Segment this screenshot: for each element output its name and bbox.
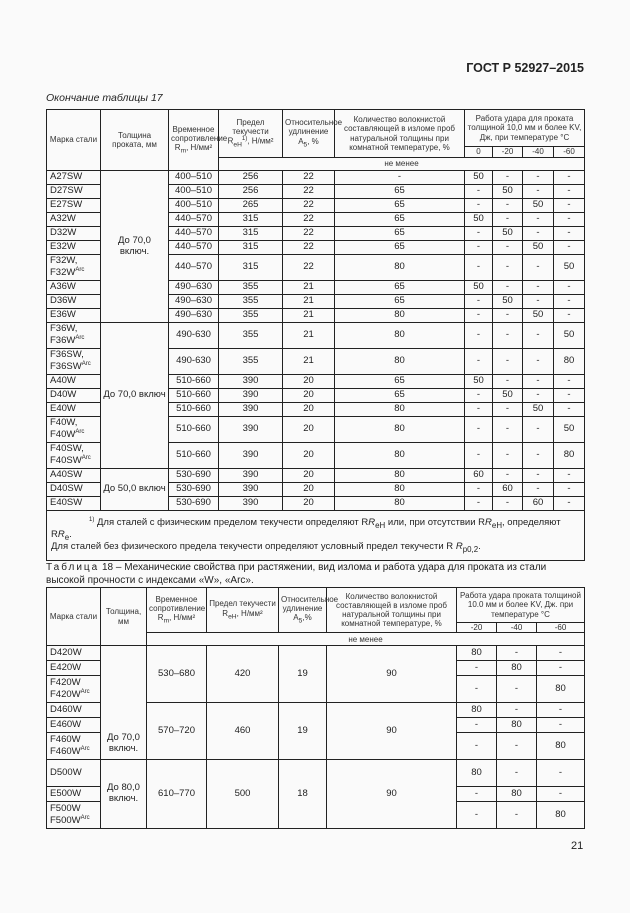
- elongation-cell: 22: [283, 185, 335, 199]
- impact-cell: 50: [523, 241, 554, 255]
- impact-cell: -: [554, 309, 585, 323]
- impact-cell: -: [537, 760, 585, 787]
- impact-cell: 80: [497, 718, 537, 733]
- impact-cell: -: [554, 389, 585, 403]
- header-temp: -60: [537, 623, 585, 633]
- grade-cell: E420W: [47, 661, 101, 676]
- fibrous-cell: 80: [335, 403, 465, 417]
- elongation-cell: 22: [283, 241, 335, 255]
- tensile-cell: 440–570: [169, 213, 219, 227]
- table-row: [47, 760, 585, 787]
- impact-cell: -: [465, 403, 493, 417]
- tensile-cell: 490–630: [169, 281, 219, 295]
- tensile-cell: 440–570: [169, 241, 219, 255]
- impact-cell: -: [493, 199, 523, 213]
- fibrous-cell: 90: [327, 760, 457, 829]
- impact-cell: -: [493, 349, 523, 375]
- impact-cell: -: [465, 227, 493, 241]
- fibrous-cell: 80: [335, 483, 465, 497]
- impact-cell: -: [493, 443, 523, 469]
- grade-cell: F40W, $F40W^{Arc}$: [47, 417, 101, 443]
- impact-cell: -: [465, 389, 493, 403]
- grade-cell: E32W: [47, 241, 101, 255]
- header-temp: 0: [465, 147, 493, 158]
- impact-cell: 50: [493, 389, 523, 403]
- impact-cell: -: [457, 787, 497, 802]
- header-temp: -40: [497, 623, 537, 633]
- table-footnote: $^{1)}$ Для сталей с физическим пределом текучести определяют $RR_{eH}$ или, при отсутствии $RR_{eH}$, определяют $RR_e$. Для сталей без физического предела текучести определяют условный предел текучести R $R_{p0,2}$.: [47, 511, 585, 561]
- impact-cell: -: [497, 760, 537, 787]
- impact-cell: -: [497, 646, 537, 661]
- yield-cell: 420: [207, 646, 279, 703]
- impact-cell: 80: [554, 443, 585, 469]
- yield-cell: 390: [219, 417, 283, 443]
- grade-cell: F460W $F460W^{Arc}$: [47, 733, 101, 760]
- fibrous-cell: 65: [335, 227, 465, 241]
- impact-cell: -: [497, 703, 537, 718]
- fibrous-cell: 90: [327, 703, 457, 760]
- thickness-cell: До 70,0 включ.: [101, 646, 147, 760]
- grade-cell: A40W: [47, 375, 101, 389]
- document-code: ГОСТ Р 52927–2015: [466, 61, 584, 75]
- tensile-cell: 530-690: [169, 469, 219, 483]
- yield-cell: 256: [219, 171, 283, 185]
- thickness-cell: До 70,0 включ.: [101, 171, 169, 323]
- elongation-cell: 18: [279, 760, 327, 829]
- impact-cell: 80: [537, 733, 585, 760]
- impact-cell: -: [523, 443, 554, 469]
- fibrous-cell: 80: [335, 255, 465, 281]
- impact-cell: 80: [537, 676, 585, 703]
- header-grade: Марка стали: [47, 110, 101, 171]
- header-elongation: Относительное удлинение $A_5$, %: [283, 110, 335, 158]
- elongation-cell: 21: [283, 323, 335, 349]
- table-18-caption: Таблица 18 – Механические свойства при растяжении, вид излома и работа удара для проката из стали высокой прочности с индексами «W», «Arc».: [46, 562, 547, 586]
- fibrous-cell: 65: [335, 295, 465, 309]
- impact-cell: 50: [465, 171, 493, 185]
- tensile-cell: 490–630: [169, 295, 219, 309]
- impact-cell: -: [523, 375, 554, 389]
- impact-cell: 80: [497, 661, 537, 676]
- grade-cell: D40W: [47, 389, 101, 403]
- header-thickness: Толщина проката, мм: [101, 110, 169, 171]
- yield-cell: 256: [219, 185, 283, 199]
- table-row: [47, 171, 585, 185]
- elongation-cell: 21: [283, 349, 335, 375]
- grade-cell: E40W: [47, 403, 101, 417]
- yield-cell: 390: [219, 389, 283, 403]
- impact-cell: -: [554, 295, 585, 309]
- impact-cell: 50: [554, 323, 585, 349]
- fibrous-cell: 65: [335, 389, 465, 403]
- yield-cell: 355: [219, 295, 283, 309]
- impact-cell: 80: [537, 802, 585, 829]
- impact-cell: -: [537, 718, 585, 733]
- table-row: [47, 469, 585, 483]
- impact-cell: -: [554, 403, 585, 417]
- impact-cell: 50: [523, 309, 554, 323]
- table-row: [47, 646, 585, 661]
- fibrous-cell: 65: [335, 213, 465, 227]
- impact-cell: -: [554, 469, 585, 483]
- tensile-cell: 490-630: [169, 349, 219, 375]
- impact-cell: -: [457, 733, 497, 760]
- grade-cell: A32W: [47, 213, 101, 227]
- header-tensile: Временное сопротивление $R_m$, Н/мм²: [169, 110, 219, 171]
- impact-cell: 50: [493, 227, 523, 241]
- impact-cell: 80: [457, 703, 497, 718]
- grade-cell: E500W: [47, 787, 101, 802]
- grade-cell: D500W: [47, 760, 101, 787]
- impact-cell: -: [493, 323, 523, 349]
- grade-cell: E460W: [47, 718, 101, 733]
- grade-cell: D36W: [47, 295, 101, 309]
- yield-cell: 390: [219, 497, 283, 511]
- tensile-cell: 400–510: [169, 171, 219, 185]
- grade-cell: F500W $F500W^{Arc}$: [47, 802, 101, 829]
- elongation-cell: 19: [279, 646, 327, 703]
- elongation-cell: 21: [283, 295, 335, 309]
- impact-cell: -: [554, 281, 585, 295]
- impact-cell: -: [554, 375, 585, 389]
- fibrous-cell: 80: [335, 443, 465, 469]
- yield-cell: 315: [219, 255, 283, 281]
- impact-cell: 50: [523, 199, 554, 213]
- impact-cell: -: [465, 309, 493, 323]
- grade-cell: F36W, $F36W^{Arc}$: [47, 323, 101, 349]
- impact-cell: 50: [554, 255, 585, 281]
- grade-cell: F420W $F420W^{Arc}$: [47, 676, 101, 703]
- impact-cell: -: [497, 733, 537, 760]
- impact-cell: -: [523, 483, 554, 497]
- impact-cell: -: [523, 349, 554, 375]
- grade-cell: D420W: [47, 646, 101, 661]
- impact-cell: -: [537, 661, 585, 676]
- impact-cell: -: [465, 497, 493, 511]
- grade-cell: E40SW: [47, 497, 101, 511]
- impact-cell: -: [523, 469, 554, 483]
- yield-cell: 500: [207, 760, 279, 829]
- tensile-cell: 440–570: [169, 255, 219, 281]
- impact-cell: -: [465, 323, 493, 349]
- header-temp: -40: [523, 147, 554, 158]
- fibrous-cell: 65: [335, 281, 465, 295]
- yield-cell: 390: [219, 403, 283, 417]
- tensile-cell: 400–510: [169, 199, 219, 213]
- yield-cell: 355: [219, 323, 283, 349]
- impact-cell: -: [465, 255, 493, 281]
- impact-cell: 50: [493, 185, 523, 199]
- fibrous-cell: 65: [335, 185, 465, 199]
- header-yield: Предел текучести $R_{eH}^{1)}$, Н/мм²: [219, 110, 283, 158]
- impact-cell: -: [523, 295, 554, 309]
- header-temp: -20: [493, 147, 523, 158]
- tensile-cell: 530-690: [169, 483, 219, 497]
- fibrous-cell: 80: [335, 417, 465, 443]
- fibrous-cell: 80: [335, 497, 465, 511]
- grade-cell: D460W: [47, 703, 101, 718]
- tensile-cell: 510-660: [169, 375, 219, 389]
- fibrous-cell: 90: [327, 646, 457, 703]
- yield-cell: 315: [219, 213, 283, 227]
- header-thickness: Толщина, мм: [101, 588, 147, 646]
- impact-cell: -: [554, 171, 585, 185]
- grade-cell: F32W, $F32W^{Arc}$: [47, 255, 101, 281]
- impact-cell: -: [554, 199, 585, 213]
- header-fibrous: Количество волокнистой составляющей в изломе проб натуральной толщины при комнатной температуре, %: [327, 588, 457, 633]
- impact-cell: 60: [493, 483, 523, 497]
- elongation-cell: 20: [283, 375, 335, 389]
- impact-cell: -: [523, 417, 554, 443]
- thickness-cell: До 70,0 включ: [101, 323, 169, 469]
- fibrous-cell: 80: [335, 349, 465, 375]
- impact-cell: -: [465, 443, 493, 469]
- header-tensile: Временное сопротивление $R_m$, Н/мм²: [147, 588, 207, 633]
- grade-cell: A40SW: [47, 469, 101, 483]
- thickness-cell: До 50,0 включ: [101, 469, 169, 511]
- fibrous-cell: -: [335, 171, 465, 185]
- impact-cell: -: [493, 497, 523, 511]
- tensile-cell: 490-630: [169, 323, 219, 349]
- impact-cell: -: [554, 213, 585, 227]
- impact-cell: -: [493, 375, 523, 389]
- impact-cell: 80: [457, 646, 497, 661]
- header-impact: Работа удара проката толщиной 10.0 мм и более KV, Дж. при температуре °С: [457, 588, 585, 623]
- elongation-cell: 20: [283, 443, 335, 469]
- yield-cell: 315: [219, 241, 283, 255]
- elongation-cell: 20: [283, 417, 335, 443]
- impact-cell: -: [465, 349, 493, 375]
- tensile-cell: 570–720: [147, 703, 207, 760]
- tensile-cell: 510-660: [169, 403, 219, 417]
- fibrous-cell: 65: [335, 375, 465, 389]
- impact-cell: -: [523, 213, 554, 227]
- fibrous-cell: 80: [335, 323, 465, 349]
- impact-cell: 50: [465, 375, 493, 389]
- impact-cell: -: [465, 417, 493, 443]
- impact-cell: -: [554, 227, 585, 241]
- impact-cell: -: [493, 281, 523, 295]
- impact-cell: 80: [457, 760, 497, 787]
- impact-cell: -: [554, 483, 585, 497]
- header-fibrous: Количество волокнистой составляющей в изломе проб натуральной толщины при комнатной температуре, %: [335, 110, 465, 158]
- elongation-cell: 20: [283, 389, 335, 403]
- elongation-cell: 22: [283, 227, 335, 241]
- header-yield: Предел текучести $R_{eH}$, Н/мм²: [207, 588, 279, 633]
- fibrous-cell: 65: [335, 199, 465, 213]
- header-min-label: не менее: [147, 633, 585, 646]
- impact-cell: -: [493, 171, 523, 185]
- impact-cell: -: [554, 185, 585, 199]
- impact-cell: -: [497, 676, 537, 703]
- grade-cell: D40SW: [47, 483, 101, 497]
- impact-cell: -: [497, 802, 537, 829]
- impact-cell: 60: [465, 469, 493, 483]
- header-temp: -60: [554, 147, 585, 158]
- thickness-cell: До 80,0 включ.: [101, 760, 147, 829]
- header-min-label: не менее: [219, 158, 585, 171]
- table-17: [46, 109, 585, 561]
- elongation-cell: 22: [283, 255, 335, 281]
- grade-cell: D32W: [47, 227, 101, 241]
- table-row: [47, 323, 585, 349]
- impact-cell: -: [554, 241, 585, 255]
- yield-cell: 390: [219, 469, 283, 483]
- yield-cell: 390: [219, 483, 283, 497]
- tensile-cell: 440–570: [169, 227, 219, 241]
- elongation-cell: 19: [279, 703, 327, 760]
- elongation-cell: 22: [283, 199, 335, 213]
- impact-cell: 80: [554, 349, 585, 375]
- yield-cell: 355: [219, 349, 283, 375]
- elongation-cell: 20: [283, 469, 335, 483]
- tensile-cell: 400–510: [169, 185, 219, 199]
- tensile-cell: 510-660: [169, 389, 219, 403]
- impact-cell: -: [465, 295, 493, 309]
- impact-cell: -: [537, 646, 585, 661]
- impact-cell: 50: [554, 417, 585, 443]
- impact-cell: -: [457, 802, 497, 829]
- fibrous-cell: 65: [335, 241, 465, 255]
- fibrous-cell: 80: [335, 309, 465, 323]
- impact-cell: -: [523, 255, 554, 281]
- impact-cell: -: [493, 255, 523, 281]
- impact-cell: -: [465, 241, 493, 255]
- elongation-cell: 20: [283, 497, 335, 511]
- impact-cell: -: [537, 703, 585, 718]
- yield-cell: 390: [219, 375, 283, 389]
- elongation-cell: 21: [283, 281, 335, 295]
- impact-cell: -: [523, 185, 554, 199]
- impact-cell: -: [493, 241, 523, 255]
- fibrous-cell: 80: [335, 469, 465, 483]
- yield-cell: 265: [219, 199, 283, 213]
- impact-cell: -: [493, 213, 523, 227]
- grade-cell: E27SW: [47, 199, 101, 213]
- grade-cell: D27SW: [47, 185, 101, 199]
- header-elongation: Относительное удлинение $A_5,\%$: [279, 588, 327, 633]
- tensile-cell: 510-660: [169, 443, 219, 469]
- grade-cell: E36W: [47, 309, 101, 323]
- impact-cell: -: [465, 185, 493, 199]
- impact-cell: 60: [523, 497, 554, 511]
- elongation-cell: 20: [283, 483, 335, 497]
- tensile-cell: 510-660: [169, 417, 219, 443]
- impact-cell: -: [493, 417, 523, 443]
- elongation-cell: 21: [283, 309, 335, 323]
- impact-cell: -: [523, 171, 554, 185]
- impact-cell: -: [457, 718, 497, 733]
- tensile-cell: 610–770: [147, 760, 207, 829]
- yield-cell: 460: [207, 703, 279, 760]
- impact-cell: -: [493, 469, 523, 483]
- impact-cell: 50: [465, 213, 493, 227]
- header-temp: -20: [457, 623, 497, 633]
- grade-cell: A36W: [47, 281, 101, 295]
- impact-cell: -: [457, 661, 497, 676]
- yield-cell: 355: [219, 281, 283, 295]
- tensile-cell: 530-690: [169, 497, 219, 511]
- yield-cell: 390: [219, 443, 283, 469]
- grade-cell: F36SW, $F36SW^{Arc}$: [47, 349, 101, 375]
- impact-cell: -: [523, 227, 554, 241]
- impact-cell: -: [554, 497, 585, 511]
- tensile-cell: 490–630: [169, 309, 219, 323]
- impact-cell: -: [537, 787, 585, 802]
- elongation-cell: 22: [283, 171, 335, 185]
- impact-cell: 50: [523, 403, 554, 417]
- tensile-cell: 530–680: [147, 646, 207, 703]
- elongation-cell: 22: [283, 213, 335, 227]
- impact-cell: 80: [497, 787, 537, 802]
- impact-cell: -: [465, 199, 493, 213]
- grade-cell: A27SW: [47, 171, 101, 185]
- grade-cell: F40SW, $F40SW^{Arc}$: [47, 443, 101, 469]
- table-continuation-label: Окончание таблицы 17: [46, 92, 163, 104]
- table-18: [46, 587, 585, 829]
- yield-cell: 355: [219, 309, 283, 323]
- impact-cell: -: [523, 389, 554, 403]
- impact-cell: -: [493, 309, 523, 323]
- yield-cell: 315: [219, 227, 283, 241]
- impact-cell: -: [493, 403, 523, 417]
- page-number: 21: [571, 840, 584, 852]
- impact-cell: -: [523, 323, 554, 349]
- header-impact: Работа удара для проката толщиной 10,0 мм и более KV, Дж, при температуре °С: [465, 110, 585, 147]
- impact-cell: -: [457, 676, 497, 703]
- impact-cell: -: [465, 483, 493, 497]
- impact-cell: 50: [465, 281, 493, 295]
- elongation-cell: 20: [283, 403, 335, 417]
- impact-cell: -: [523, 281, 554, 295]
- header-grade: Марка стали: [47, 588, 101, 646]
- impact-cell: 50: [493, 295, 523, 309]
